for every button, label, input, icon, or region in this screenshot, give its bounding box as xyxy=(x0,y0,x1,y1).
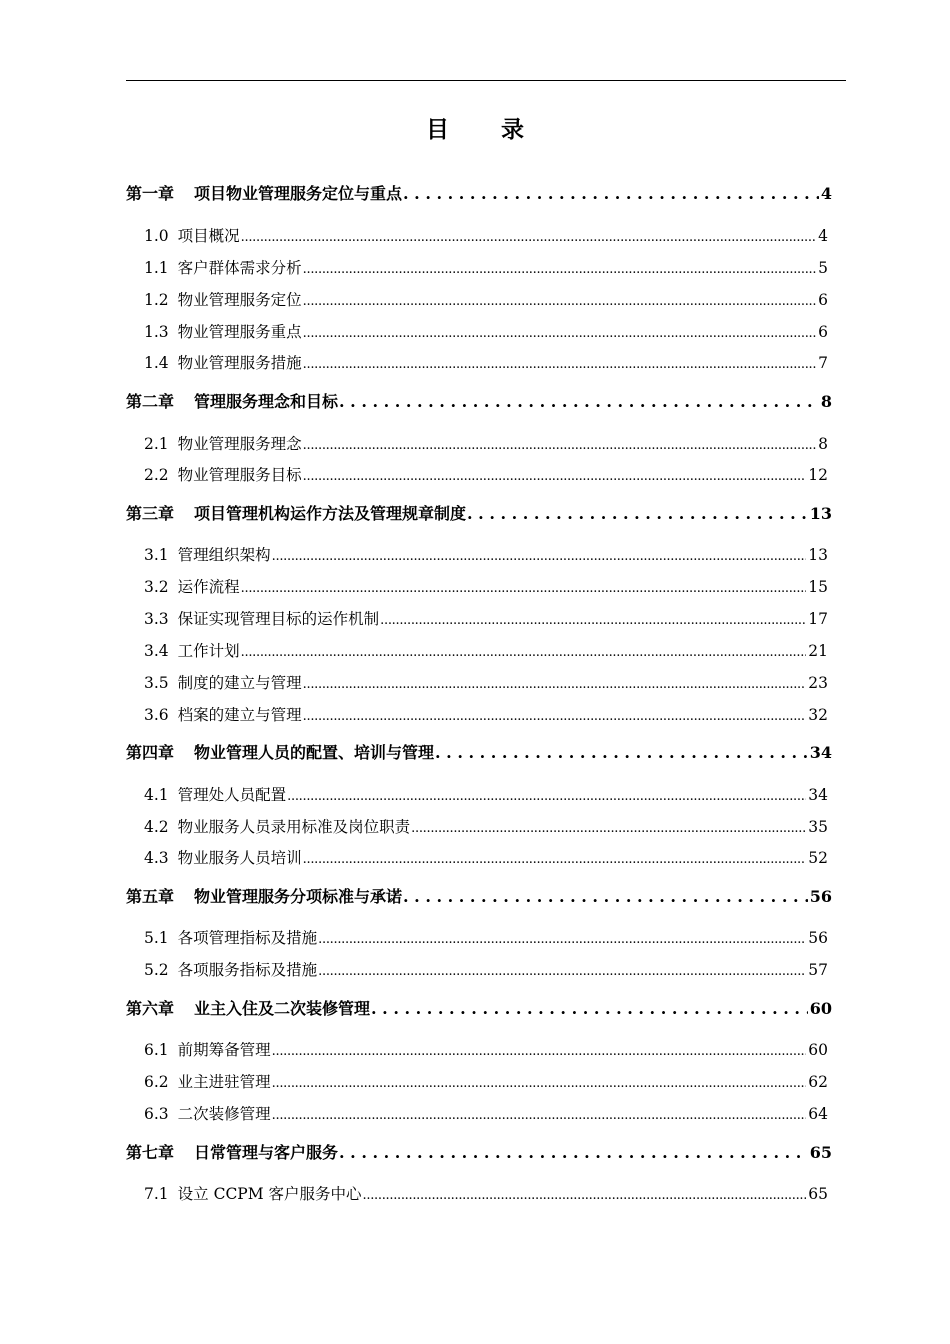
page-number: 4 xyxy=(818,227,828,245)
page-number: 60 xyxy=(808,1041,828,1059)
page-number: 60 xyxy=(809,999,832,1018)
section-number: 5.1 xyxy=(144,929,169,947)
toc-section-6-1[interactable] xyxy=(144,1038,828,1064)
section-title: 物业管理服务理念 xyxy=(177,435,302,453)
page-number: 6 xyxy=(818,323,828,341)
section-title: 设立 CCPM 客户服务中心 xyxy=(177,1185,362,1203)
section-number: 3.4 xyxy=(144,642,169,660)
section-number: 1.3 xyxy=(144,323,169,341)
chapter-number: 第二章 xyxy=(126,392,175,411)
dot-leader xyxy=(303,434,816,458)
toc-chapter-4[interactable] xyxy=(126,741,832,765)
dot-leader xyxy=(363,1184,807,1208)
toc-chapter-3[interactable] xyxy=(126,502,832,526)
dot-leader xyxy=(303,848,807,872)
page-number: 15 xyxy=(808,578,828,596)
toc-section-2-1[interactable] xyxy=(144,432,828,458)
page-number: 56 xyxy=(808,929,828,947)
toc-section-2-2[interactable] xyxy=(144,463,828,489)
section-title: 业主进驻管理 xyxy=(177,1073,271,1091)
section-number: 1.2 xyxy=(144,291,169,309)
section-number: 3.6 xyxy=(144,706,169,724)
section-number: 4.2 xyxy=(144,818,169,836)
dot-leader xyxy=(435,741,808,765)
toc-chapter-7[interactable] xyxy=(126,1141,832,1165)
section-title: 管理组织架构 xyxy=(177,546,271,564)
chapter-title: 业主入住及二次装修管理 xyxy=(194,999,371,1018)
toc-section-4-1[interactable] xyxy=(144,783,828,809)
dot-leader xyxy=(380,609,806,633)
dot-leader xyxy=(272,1104,807,1128)
page-number: 64 xyxy=(808,1105,828,1123)
chapter-title: 物业管理人员的配置、培训与管理 xyxy=(194,743,435,762)
dot-leader xyxy=(287,785,806,809)
chapter-number: 第一章 xyxy=(126,184,175,203)
toc-chapter-5[interactable] xyxy=(126,885,832,909)
dot-leader xyxy=(272,1040,807,1064)
section-number: 7.1 xyxy=(144,1185,169,1203)
dot-leader xyxy=(318,928,806,952)
section-title: 运作流程 xyxy=(177,578,240,596)
page-number: 65 xyxy=(809,1143,832,1162)
section-number: 3.3 xyxy=(144,610,169,628)
page-number: 6 xyxy=(818,291,828,309)
section-number: 1.1 xyxy=(144,259,169,277)
dot-leader xyxy=(371,997,808,1021)
chapter-number: 第六章 xyxy=(126,999,175,1018)
toc-section-4-3[interactable] xyxy=(144,846,828,872)
section-title: 管理处人员配置 xyxy=(177,786,287,804)
section-title: 保证实现管理目标的运作机制 xyxy=(177,610,380,628)
section-number: 1.4 xyxy=(144,354,169,372)
section-title: 物业管理服务定位 xyxy=(177,291,302,309)
dot-leader xyxy=(339,390,819,414)
chapter-number: 第五章 xyxy=(126,887,175,906)
toc-section-1-1[interactable] xyxy=(144,256,828,282)
toc-section-3-6[interactable] xyxy=(144,703,828,729)
dot-leader xyxy=(303,322,816,346)
section-number: 5.2 xyxy=(144,961,169,979)
dot-leader xyxy=(303,673,807,697)
page-number: 65 xyxy=(808,1185,828,1203)
section-title: 二次装修管理 xyxy=(177,1105,271,1123)
dot-leader xyxy=(411,817,806,841)
page-number: 17 xyxy=(808,610,828,628)
dot-leader xyxy=(318,960,806,984)
section-title: 档案的建立与管理 xyxy=(177,706,302,724)
dot-leader xyxy=(241,577,807,601)
toc-section-5-1[interactable] xyxy=(144,926,828,952)
page-number: 8 xyxy=(818,435,828,453)
dot-leader xyxy=(303,353,816,377)
section-title: 项目概况 xyxy=(177,227,240,245)
toc-section-3-1[interactable] xyxy=(144,543,828,569)
section-number: 6.2 xyxy=(144,1073,169,1091)
section-title: 客户群体需求分析 xyxy=(177,259,302,277)
chapter-title: 物业管理服务分项标准与承诺 xyxy=(194,887,403,906)
section-number: 2.1 xyxy=(144,435,169,453)
toc-section-6-3[interactable] xyxy=(144,1102,828,1128)
toc-title: 目 录 xyxy=(425,116,546,143)
page-number: 52 xyxy=(808,849,828,867)
dot-leader xyxy=(403,885,808,909)
dot-leader xyxy=(272,545,807,569)
section-title: 物业管理服务目标 xyxy=(177,466,302,484)
section-title: 前期筹备管理 xyxy=(177,1041,271,1059)
page-number: 56 xyxy=(809,887,832,906)
page-number: 12 xyxy=(808,466,828,484)
chapter-title: 管理服务理念和目标 xyxy=(194,392,339,411)
toc-section-4-2[interactable] xyxy=(144,815,828,841)
dot-leader xyxy=(303,290,816,314)
section-number: 6.1 xyxy=(144,1041,169,1059)
toc-section-3-3[interactable] xyxy=(144,607,828,633)
dot-leader xyxy=(303,465,807,489)
section-title: 各项服务指标及措施 xyxy=(177,961,318,979)
toc-section-1-4[interactable] xyxy=(144,351,828,377)
section-title: 工作计划 xyxy=(177,642,240,660)
dot-leader xyxy=(303,705,807,729)
dot-leader xyxy=(272,1072,807,1096)
section-number: 4.1 xyxy=(144,786,169,804)
section-number: 3.5 xyxy=(144,674,169,692)
chapter-title: 日常管理与客户服务 xyxy=(194,1143,339,1162)
section-number: 3.2 xyxy=(144,578,169,596)
page-number: 4 xyxy=(820,184,832,203)
page-number: 34 xyxy=(809,743,832,762)
dot-leader xyxy=(339,1141,808,1165)
section-title: 制度的建立与管理 xyxy=(177,674,302,692)
chapter-title: 项目物业管理服务定位与重点 xyxy=(194,184,403,203)
chapter-number: 第三章 xyxy=(126,504,175,523)
section-title: 各项管理指标及措施 xyxy=(177,929,318,947)
toc-chapter-2[interactable] xyxy=(126,390,832,414)
toc-section-1-0[interactable] xyxy=(144,224,828,250)
dot-leader xyxy=(241,641,807,665)
section-title: 物业服务人员培训 xyxy=(177,849,302,867)
section-number: 6.3 xyxy=(144,1105,169,1123)
page-number: 21 xyxy=(808,642,828,660)
page-number: 7 xyxy=(818,354,828,372)
section-number: 4.3 xyxy=(144,849,169,867)
page-number: 34 xyxy=(808,786,828,804)
section-title: 物业管理服务重点 xyxy=(177,323,302,341)
section-number: 2.2 xyxy=(144,466,169,484)
dot-leader xyxy=(467,502,808,526)
section-number: 1.0 xyxy=(144,227,169,245)
section-title: 物业管理服务措施 xyxy=(177,354,302,372)
dot-leader xyxy=(241,226,816,250)
toc-section-3-2[interactable] xyxy=(144,575,828,601)
page-number: 13 xyxy=(809,504,832,523)
page-number: 23 xyxy=(808,674,828,692)
toc-section-7-1[interactable] xyxy=(144,1182,828,1208)
page-number: 8 xyxy=(820,392,832,411)
chapter-number: 第四章 xyxy=(126,743,175,762)
page-number: 62 xyxy=(808,1073,828,1091)
toc-chapter-1[interactable] xyxy=(126,182,832,206)
section-number: 3.1 xyxy=(144,546,169,564)
toc-section-5-2[interactable] xyxy=(144,958,828,984)
toc-chapter-6[interactable] xyxy=(126,997,832,1021)
toc-section-6-2[interactable] xyxy=(144,1070,828,1096)
page-number: 13 xyxy=(808,546,828,564)
dot-leader xyxy=(403,182,819,206)
chapter-number: 第七章 xyxy=(126,1143,175,1162)
toc-section-1-2[interactable] xyxy=(144,288,828,314)
toc-section-1-3[interactable] xyxy=(144,320,828,346)
toc-section-3-4[interactable] xyxy=(144,639,828,665)
page-number: 32 xyxy=(808,706,828,724)
page-number: 5 xyxy=(818,259,828,277)
toc-section-3-5[interactable] xyxy=(144,671,828,697)
dot-leader xyxy=(303,258,816,282)
chapter-title: 项目管理机构运作方法及管理规章制度 xyxy=(194,504,467,523)
page-number: 57 xyxy=(808,961,828,979)
section-title: 物业服务人员录用标准及岗位职责 xyxy=(177,818,411,836)
page-number: 35 xyxy=(808,818,828,836)
